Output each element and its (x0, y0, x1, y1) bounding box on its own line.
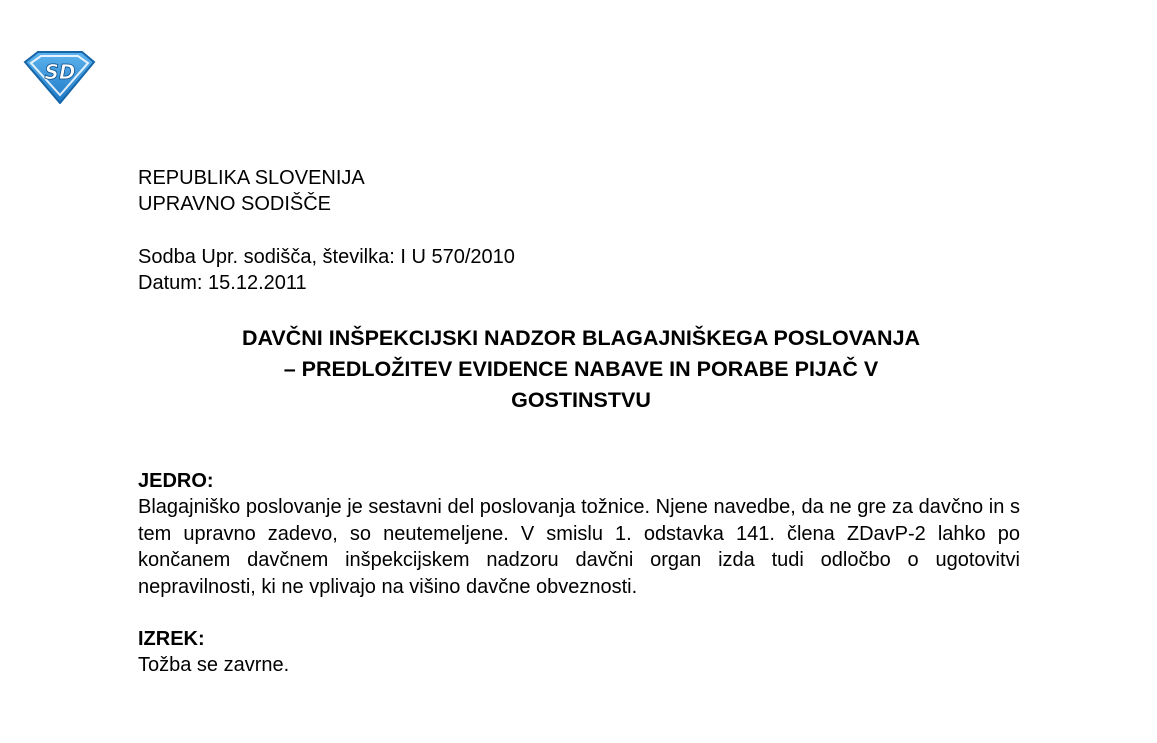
izrek-heading: IZREK: (138, 628, 205, 650)
court-header (138, 165, 1020, 217)
izrek-text: Tožba se zavrne. (138, 654, 290, 676)
title-line-2: – PREDLOŽITEV EVIDENCE NABAVE IN PORABE PIJAČ V (283, 357, 879, 381)
logo-text: SD (44, 60, 76, 84)
case-number: Sodba Upr. sodišča, številka: I U 570/2010 (138, 246, 515, 268)
document-body (138, 165, 1020, 679)
case-reference (138, 244, 1020, 296)
title-line-1: DAVČNI INŠPEKCIJSKI NADZOR BLAGAJNIŠKEGA POSLOVANJA (241, 326, 921, 350)
izrek-section (138, 626, 1020, 679)
case-date: Datum: 15.12.2011 (138, 272, 307, 294)
document-title (138, 323, 1020, 416)
jedro-heading: JEDRO: (138, 470, 214, 492)
sd-logo-icon (22, 48, 96, 104)
jedro-section (138, 468, 1020, 600)
jedro-text: Blagajniško poslovanje je sestavni del poslovanja tožnice. Njene navedbe, da ne gre za davčno in s tem upravno zadevo, so neutemeljene. V smislu 1. odstavka 141. člena ZDavP-2 lahko po končanem davčnem inšpekcijskem nadzoru davčni organ izda tudi odločbo o ugotovitvi nepravilnosti, ki ne vplivajo na višino davčne obveznosti. (138, 496, 1020, 598)
court-country: REPUBLIKA SLOVENIJA (138, 167, 365, 189)
title-line-3: GOSTINSTVU (511, 388, 651, 412)
court-name: UPRAVNO SODIŠČE (138, 193, 331, 215)
